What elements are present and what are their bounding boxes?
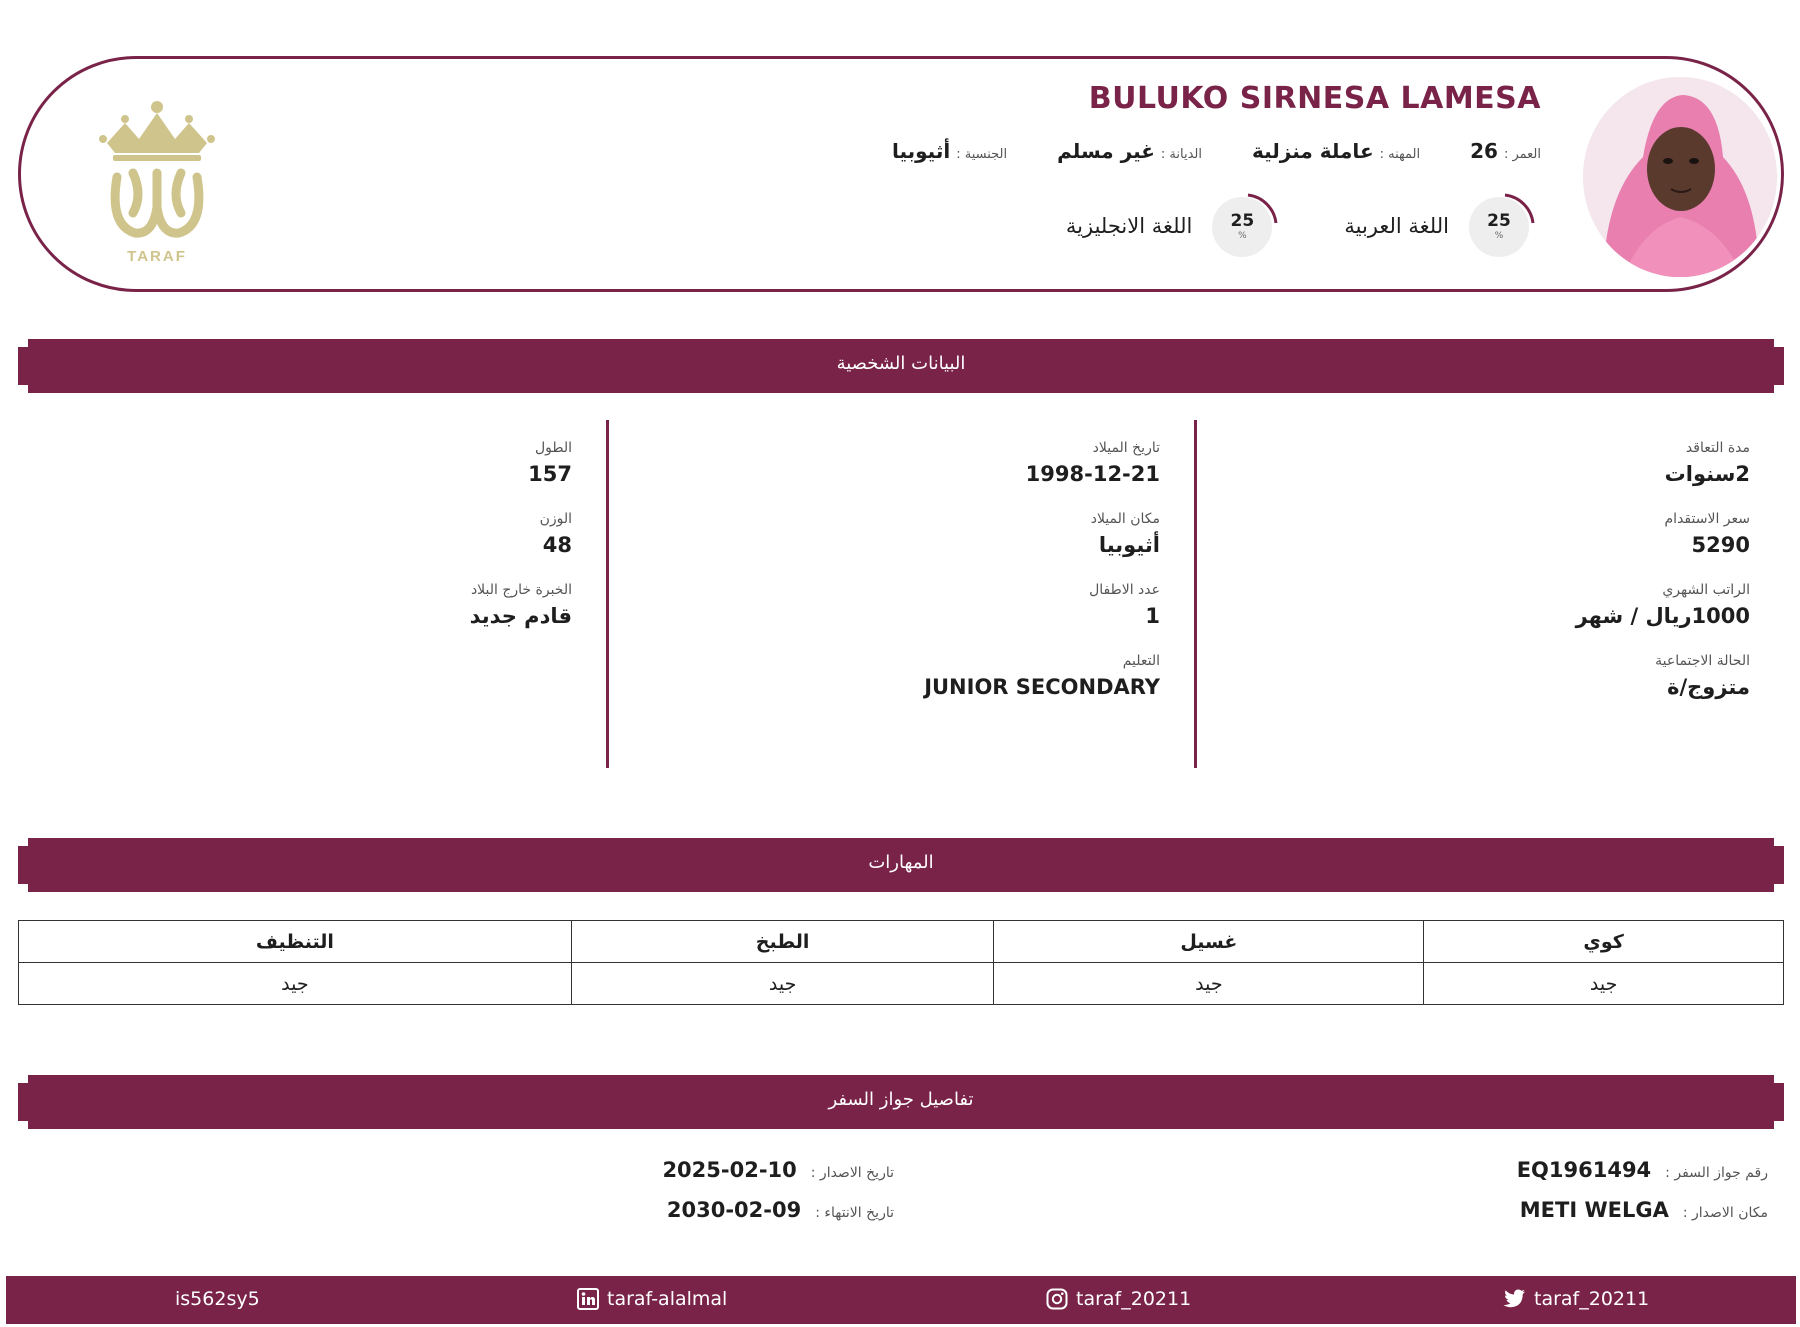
nationality-info	[892, 139, 1007, 163]
skills-section-title: المهارات	[868, 852, 934, 873]
passport-expiry-label: تاريخ الانتهاء :	[815, 1205, 894, 1221]
footer-code	[175, 1288, 260, 1310]
passport-number-label: رقم جواز السفر :	[1665, 1165, 1768, 1181]
field-label: تاريخ الميلاد	[1092, 440, 1160, 456]
language-gauge	[1210, 189, 1284, 263]
languages-row	[1066, 189, 1541, 263]
skill-value-washing: جيد	[994, 963, 1424, 1005]
personal-section-title: البيانات الشخصية	[836, 353, 966, 374]
field-value: 48	[542, 533, 572, 557]
footer-linkedin[interactable]	[577, 1288, 727, 1310]
field-value: قادم جديد	[469, 604, 572, 628]
passport-number	[1517, 1158, 1768, 1182]
footer-code-text: is562sy5	[175, 1288, 260, 1310]
profession-label: المهنه :	[1379, 147, 1421, 162]
language-percent-unit: %	[1238, 231, 1247, 241]
skill-header-cooking: الطبخ	[571, 921, 994, 963]
skills-section-banner	[18, 838, 1784, 892]
twitter-icon	[1502, 1288, 1526, 1310]
field-education	[924, 653, 1160, 699]
linkedin-icon	[577, 1288, 599, 1310]
language-percent-value: 25	[1487, 211, 1511, 231]
nationality-value: أثيوبيا	[891, 139, 951, 163]
footer-twitter[interactable]	[1502, 1288, 1649, 1310]
field-label: التعليم	[1122, 653, 1160, 669]
skills-value-row	[19, 963, 1784, 1005]
field-contract	[1576, 440, 1750, 486]
skill-value-cooking: جيد	[571, 963, 994, 1005]
skills-header-row	[19, 921, 1784, 963]
worker-name: BULUKO SIRNESA LAMESA	[1088, 81, 1541, 116]
field-label: الوزن	[539, 511, 572, 527]
profession-info	[1252, 139, 1420, 163]
skill-value-ironing: جيد	[1424, 963, 1784, 1005]
field-marital-status	[1576, 653, 1750, 699]
worker-photo	[1583, 77, 1777, 277]
skills-table	[18, 920, 1784, 1005]
personal-col-2	[924, 440, 1160, 724]
field-label: مكان الميلاد	[1090, 511, 1160, 527]
taraf-logo	[87, 95, 227, 265]
skill-header-cleaning: التنظيف	[19, 921, 572, 963]
passport-section-title: تفاصيل جواز السفر	[828, 1089, 974, 1110]
field-label: عدد الاطفال	[1089, 582, 1160, 598]
religion-value: غير مسلم	[1057, 139, 1155, 163]
field-salary	[1576, 582, 1750, 628]
field-label: الطول	[534, 440, 572, 456]
age-label: العمر :	[1503, 147, 1541, 162]
passport-expiry-date	[667, 1198, 894, 1222]
field-label: الخبرة خارج البلاد	[470, 582, 572, 598]
language-english	[1066, 189, 1284, 263]
field-value: 1	[1145, 604, 1160, 628]
field-value: 2سنوات	[1664, 462, 1750, 486]
field-label: مدة التعاقد	[1685, 440, 1750, 456]
twitter-handle: taraf_20211	[1534, 1288, 1650, 1310]
profession-value: عاملة منزلية	[1252, 139, 1374, 163]
field-value: 1998-12-21	[1025, 462, 1160, 486]
footer-instagram[interactable]	[1046, 1288, 1191, 1310]
passport-place-label: مكان الاصدار :	[1682, 1205, 1768, 1221]
language-percent-unit: %	[1494, 231, 1504, 241]
language-percent-value: 25	[1230, 211, 1255, 231]
logo-text: TARAF	[127, 248, 187, 265]
column-divider	[1194, 420, 1197, 768]
passport-issue-label: تاريخ الاصدار :	[810, 1165, 894, 1181]
field-value: JUNIOR SECONDARY	[924, 675, 1160, 699]
age-info	[1470, 139, 1541, 163]
column-divider	[606, 420, 609, 768]
instagram-handle: taraf_20211	[1076, 1288, 1192, 1310]
profile-header-card	[18, 56, 1784, 292]
language-gauge	[1467, 189, 1541, 263]
field-height	[470, 440, 572, 486]
field-label: الراتب الشهري	[1662, 582, 1750, 598]
passport-section-banner	[18, 1075, 1784, 1129]
field-label: الحالة الاجتماعية	[1655, 653, 1750, 669]
passport-issue-value: 2025-02-10	[662, 1158, 797, 1182]
field-value: 157	[528, 462, 572, 486]
basic-info-row	[892, 139, 1541, 163]
passport-expiry-value: 2030-02-09	[666, 1198, 802, 1222]
skill-header-washing: غسيل	[994, 921, 1424, 963]
field-children	[924, 582, 1160, 628]
field-value: 5290	[1691, 533, 1750, 557]
religion-info	[1057, 139, 1202, 163]
field-weight	[470, 511, 572, 557]
passport-issue-place	[1520, 1198, 1768, 1222]
skill-value-cleaning: جيد	[19, 963, 572, 1005]
passport-place-value: METI WELGA	[1519, 1198, 1669, 1222]
footer-bar	[6, 1276, 1796, 1324]
field-value: متزوج/ة	[1667, 675, 1750, 699]
field-birth-place	[924, 511, 1160, 557]
instagram-icon	[1046, 1288, 1068, 1310]
personal-col-3	[470, 440, 572, 653]
language-label: اللغة الانجليزية	[1065, 214, 1193, 238]
passport-issue-date	[662, 1158, 894, 1182]
personal-section-banner	[18, 339, 1784, 393]
skill-header-ironing: كوي	[1424, 921, 1784, 963]
personal-col-1	[1576, 440, 1750, 724]
field-experience	[470, 582, 572, 628]
linkedin-handle: taraf-alalmal	[607, 1288, 728, 1310]
field-recruit-price	[1576, 511, 1750, 557]
field-birth-date	[924, 440, 1160, 486]
age-value: 26	[1470, 139, 1498, 163]
nationality-label: الجنسية :	[956, 147, 1008, 162]
field-value: 1000ريال / شهر	[1575, 604, 1750, 628]
language-arabic	[1344, 189, 1541, 263]
field-value: أثيوبيا	[1098, 533, 1160, 557]
personal-data	[0, 440, 1800, 780]
field-label: سعر الاستقدام	[1664, 511, 1750, 527]
language-label: اللغة العربية	[1344, 214, 1449, 238]
religion-label: الديانة :	[1160, 147, 1202, 162]
passport-number-value: EQ1961494	[1516, 1158, 1652, 1182]
